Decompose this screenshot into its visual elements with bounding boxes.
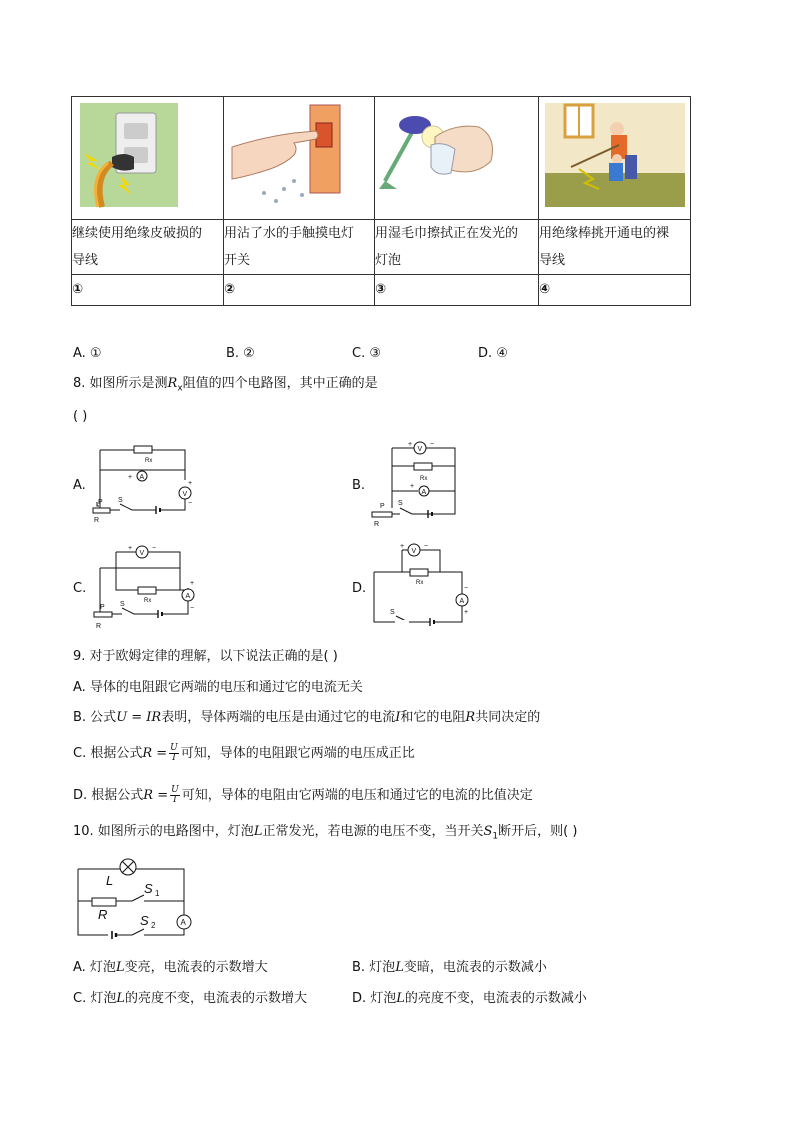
svg-text:A: A <box>139 474 145 481</box>
circuit-d-rx-label: Rx <box>416 580 424 586</box>
svg-text:−: − <box>188 500 193 507</box>
svg-text:P: P <box>98 499 103 506</box>
svg-text:A: A <box>421 489 427 496</box>
svg-text:A: A <box>180 918 186 927</box>
circuit-c-rx-label: Rx <box>144 598 152 604</box>
q7-option-a[interactable]: A. ① <box>73 346 102 361</box>
circuit-q10 <box>72 853 197 948</box>
circuit-b-rx-label: Rx <box>420 476 428 482</box>
svg-text:+: + <box>408 441 413 448</box>
svg-text:P: P <box>380 503 385 510</box>
q8-option-a-label[interactable]: A. <box>73 478 86 493</box>
q8-answer-bracket: ( ) <box>73 409 88 424</box>
q9-c-formula-fraction: $\frac{U}{I}$ <box>170 743 178 763</box>
switch-s1 <box>132 895 144 901</box>
svg-text:−: − <box>152 545 157 552</box>
svg-text:+: + <box>188 480 193 487</box>
svg-text:−: − <box>190 605 195 612</box>
picture-cell-insulated-rod <box>539 97 691 220</box>
q9-stem: 9. 对于欧姆定律的理解，以下说法正确的是( ) <box>73 649 338 664</box>
svg-text:2: 2 <box>151 921 156 930</box>
svg-text:V: V <box>417 446 423 453</box>
svg-text:−: − <box>424 543 429 550</box>
svg-text:+: + <box>128 545 133 552</box>
wet-towel-lamp-illustration <box>375 97 538 215</box>
circuit-d <box>368 538 478 630</box>
number-cell-2: ② <box>224 275 375 306</box>
svg-text:A: A <box>459 598 465 605</box>
circuit-a-rx-label: Rx <box>145 458 153 464</box>
q7-option-d[interactable]: D. ④ <box>478 346 508 361</box>
q10-option-a[interactable]: A. 灯泡L变亮，电流表的示数增大 <box>73 960 268 975</box>
svg-text:+: + <box>464 609 469 616</box>
q10-option-c[interactable]: C. 灯泡L的亮度不变，电流表的示数增大 <box>73 991 307 1006</box>
switch-s2 <box>132 929 144 935</box>
q8-option-c-label[interactable]: C. <box>73 581 87 596</box>
svg-text:+: + <box>128 474 133 481</box>
svg-text:+: + <box>190 580 195 587</box>
svg-text:S: S <box>144 881 153 896</box>
picture-cell-broken-wire <box>72 97 224 220</box>
insulated-rod-illustration <box>539 97 690 215</box>
svg-text:R: R <box>374 521 380 528</box>
caption-cell-3: 用湿毛巾擦拭正在发光的 灯泡 <box>375 220 539 275</box>
svg-text:−: − <box>430 441 435 448</box>
resistor-r <box>92 898 116 906</box>
q10-stem: 10. 如图所示的电路图中，灯泡L正常发光，若电源的电压不变，当开关$S_1$断开后，则( ) <box>73 824 578 842</box>
svg-text:−: − <box>464 585 469 592</box>
safety-table <box>71 96 691 306</box>
svg-text:R: R <box>98 907 108 922</box>
circuit-c <box>90 540 202 632</box>
broken-wire-illustration <box>72 97 223 215</box>
picture-cell-wet-hand <box>224 97 375 220</box>
circuit-b <box>368 436 478 528</box>
q7-option-c[interactable]: C. ③ <box>352 346 381 361</box>
svg-text:R: R <box>94 517 100 524</box>
svg-text:V: V <box>139 550 145 557</box>
svg-text:A: A <box>185 593 191 600</box>
q8-stem: 8. 如图所示是测$R_x$阻值的四个电路图，其中正确的是 <box>73 376 378 394</box>
q7-option-b[interactable]: B. ② <box>226 346 255 361</box>
caption-cell-2: 用沾了水的手触摸电灯 开关 <box>224 220 375 275</box>
svg-text:R: R <box>96 623 102 630</box>
q9-option-c[interactable]: C. 根据公式R = $\frac{U}{I}$ 可知，导体的电阻跟它两端的电压成正比 <box>73 743 415 763</box>
svg-text:V: V <box>182 491 188 498</box>
svg-text:P: P <box>100 604 105 611</box>
picture-cell-wet-towel <box>375 97 539 220</box>
caption-cell-1: 继续使用绝缘皮破损的 导线 <box>72 220 224 275</box>
number-cell-3: ③ <box>375 275 539 306</box>
svg-text:S: S <box>398 500 403 507</box>
svg-text:S: S <box>118 497 123 504</box>
q8-option-b-label[interactable]: B. <box>352 478 366 493</box>
svg-text:S: S <box>120 601 125 608</box>
q9-option-a[interactable]: A. 导体的电阻跟它两端的电压和通过它的电流无关 <box>73 680 363 695</box>
svg-text:S: S <box>140 913 149 928</box>
svg-text:V: V <box>411 548 417 555</box>
svg-text:L: L <box>106 873 114 888</box>
svg-text:S: S <box>390 609 395 616</box>
svg-text:+: + <box>400 543 405 550</box>
svg-text:1: 1 <box>155 889 160 898</box>
q9-option-d[interactable]: D. 根据公式R = $\frac{U}{I}$ 可知，导体的电阻由它两端的电压和通过它的电流的比值决定 <box>73 785 533 805</box>
number-cell-1: ① <box>72 275 224 306</box>
q8-option-d-label[interactable]: D. <box>352 581 367 596</box>
circuit-a <box>90 442 200 527</box>
q9-option-b[interactable]: B. 公式U = IR表明，导体两端的电压是由通过它的电流I和它的电阻R共同决定的 <box>73 710 541 725</box>
caption-cell-4: 用绝缘棒挑开通电的裸 导线 <box>539 220 691 275</box>
number-cell-4: ④ <box>539 275 691 306</box>
q9-d-formula-fraction: $\frac{U}{I}$ <box>171 785 179 805</box>
q10-option-b[interactable]: B. 灯泡L变暗，电流表的示数减小 <box>352 960 547 975</box>
svg-text:+: + <box>410 483 415 490</box>
q10-option-d[interactable]: D. 灯泡L的亮度不变，电流表的示数减小 <box>352 991 587 1006</box>
wet-hand-illustration <box>224 97 374 215</box>
